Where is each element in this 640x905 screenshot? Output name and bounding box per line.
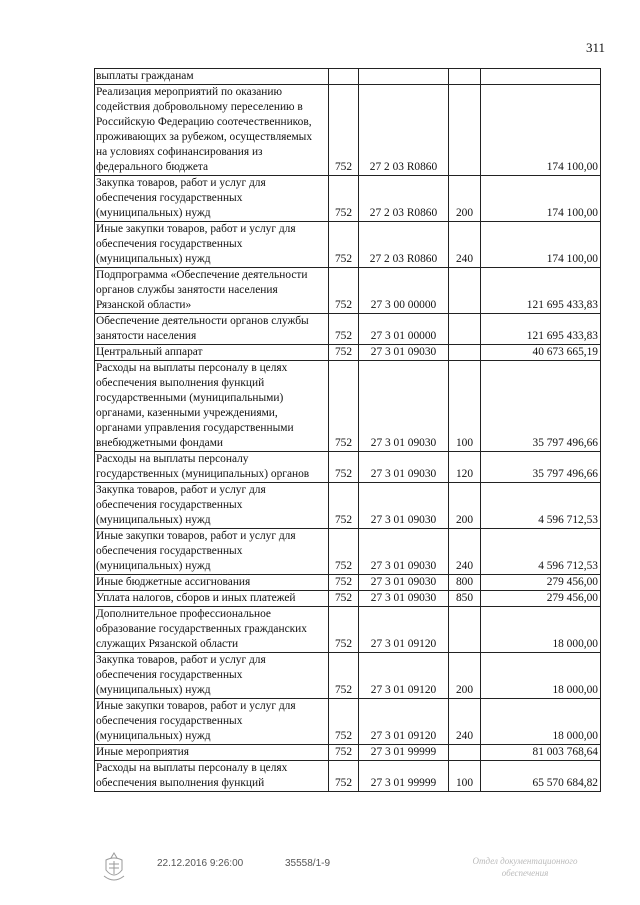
footer-date: 22.12.2016 9:26:00: [157, 858, 244, 869]
table-row: [95, 761, 601, 792]
table-row: [95, 483, 601, 529]
cell-code: 752: [329, 575, 359, 591]
cell-amount: 18 000,00: [481, 607, 601, 653]
cell-amount: 279 456,00: [481, 591, 601, 607]
cell-amount: 18 000,00: [481, 699, 601, 745]
cell-amount: 174 100,00: [481, 222, 601, 268]
cell-amount: 35 797 496,66: [481, 452, 601, 483]
cell-type: [449, 345, 481, 361]
table-row: [95, 699, 601, 745]
cell-name: Обеспечение деятельности органов службы занятости населения: [95, 314, 329, 345]
table-row: [95, 85, 601, 176]
table-row: [95, 176, 601, 222]
table-row: [95, 607, 601, 653]
cell-code: 752: [329, 607, 359, 653]
cell-section: 27 3 00 00000: [359, 268, 449, 314]
cell-section: 27 3 01 09030: [359, 483, 449, 529]
footer-doc-number: 35558/1-9: [285, 858, 331, 869]
cell-name: Расходы на выплаты персоналу государственных (муниципальных) органов: [95, 452, 329, 483]
cell-code: 752: [329, 761, 359, 792]
cell-code: 752: [329, 699, 359, 745]
cell-section: 27 3 01 09120: [359, 607, 449, 653]
table-row: [95, 69, 601, 85]
cell-section: 27 3 01 99999: [359, 761, 449, 792]
cell-section: 27 3 01 09120: [359, 653, 449, 699]
cell-amount: 174 100,00: [481, 85, 601, 176]
cell-code: 752: [329, 314, 359, 345]
cell-amount: 121 695 433,83: [481, 314, 601, 345]
cell-type: 120: [449, 452, 481, 483]
cell-name: Иные закупки товаров, работ и услуг для обеспечения государственных (муниципальных) нужд: [95, 529, 329, 575]
cell-name: выплаты гражданам: [95, 69, 329, 85]
cell-section: 27 3 01 00000: [359, 314, 449, 345]
cell-amount: [481, 69, 601, 85]
cell-name: Закупка товаров, работ и услуг для обеспечения государственных (муниципальных) нужд: [95, 176, 329, 222]
coat-of-arms-icon: [100, 850, 128, 884]
cell-type: 100: [449, 361, 481, 452]
table-row: [95, 591, 601, 607]
cell-code: 752: [329, 529, 359, 575]
cell-code: 752: [329, 591, 359, 607]
table-row: [95, 268, 601, 314]
footer-stamp-line2: обеспечения: [501, 868, 549, 878]
cell-name: Центральный аппарат: [95, 345, 329, 361]
cell-section: 27 3 01 09030: [359, 361, 449, 452]
table-row: [95, 222, 601, 268]
cell-section: 27 3 01 09120: [359, 699, 449, 745]
cell-code: 752: [329, 361, 359, 452]
cell-code: 752: [329, 653, 359, 699]
cell-amount: 81 003 768,64: [481, 745, 601, 761]
cell-section: 27 2 03 R0860: [359, 176, 449, 222]
cell-code: [329, 69, 359, 85]
cell-name: Расходы на выплаты персоналу в целях обеспечения выполнения функций государственными (муниципальными) органами, казенными учреждениями, органами управления государственными внебюджетными фондами: [95, 361, 329, 452]
cell-name: Иные закупки товаров, работ и услуг для обеспечения государственных (муниципальных) нужд: [95, 699, 329, 745]
cell-amount: 174 100,00: [481, 176, 601, 222]
cell-type: [449, 69, 481, 85]
table-body: [95, 69, 601, 792]
cell-type: 800: [449, 575, 481, 591]
cell-section: 27 2 03 R0860: [359, 222, 449, 268]
cell-type: [449, 745, 481, 761]
cell-section: 27 3 01 09030: [359, 452, 449, 483]
cell-type: 200: [449, 483, 481, 529]
cell-code: 752: [329, 85, 359, 176]
cell-section: 27 3 01 09030: [359, 591, 449, 607]
table-row: [95, 529, 601, 575]
cell-code: 752: [329, 483, 359, 529]
cell-name: Иные закупки товаров, работ и услуг для обеспечения государственных (муниципальных) нужд: [95, 222, 329, 268]
cell-section: 27 3 01 99999: [359, 745, 449, 761]
cell-code: 752: [329, 452, 359, 483]
cell-section: 27 3 01 09030: [359, 575, 449, 591]
cell-code: 752: [329, 268, 359, 314]
cell-name: Закупка товаров, работ и услуг для обеспечения государственных (муниципальных) нужд: [95, 483, 329, 529]
cell-type: [449, 314, 481, 345]
cell-section: 27 3 01 09030: [359, 345, 449, 361]
cell-amount: 4 596 712,53: [481, 483, 601, 529]
table-row: [95, 653, 601, 699]
cell-type: 240: [449, 529, 481, 575]
cell-type: [449, 85, 481, 176]
cell-name: Уплата налогов, сборов и иных платежей: [95, 591, 329, 607]
cell-amount: 279 456,00: [481, 575, 601, 591]
cell-type: 240: [449, 699, 481, 745]
cell-section: 27 3 01 09030: [359, 529, 449, 575]
cell-name: Подпрограмма «Обеспечение деятельности органов службы занятости населения Рязанской области»: [95, 268, 329, 314]
cell-section: [359, 69, 449, 85]
cell-type: [449, 268, 481, 314]
cell-name: Иные бюджетные ассигнования: [95, 575, 329, 591]
table-row: [95, 575, 601, 591]
table-row: [95, 345, 601, 361]
cell-type: 240: [449, 222, 481, 268]
cell-type: 200: [449, 176, 481, 222]
cell-type: 850: [449, 591, 481, 607]
cell-amount: 65 570 684,82: [481, 761, 601, 792]
cell-amount: 40 673 665,19: [481, 345, 601, 361]
table-row: [95, 361, 601, 452]
cell-code: 752: [329, 345, 359, 361]
cell-amount: 121 695 433,83: [481, 268, 601, 314]
table-row: [95, 314, 601, 345]
cell-amount: 35 797 496,66: [481, 361, 601, 452]
cell-name: Расходы на выплаты персоналу в целях обеспечения выполнения функций: [95, 761, 329, 792]
budget-table: [94, 68, 601, 792]
table-row: [95, 745, 601, 761]
cell-code: 752: [329, 745, 359, 761]
cell-name: Закупка товаров, работ и услуг для обеспечения государственных (муниципальных) нужд: [95, 653, 329, 699]
cell-amount: 18 000,00: [481, 653, 601, 699]
cell-type: 100: [449, 761, 481, 792]
table-row: [95, 452, 601, 483]
cell-section: 27 2 03 R0860: [359, 85, 449, 176]
cell-code: 752: [329, 176, 359, 222]
page-number: 311: [585, 40, 605, 55]
footer-stamp-line1: Отдел документационного: [472, 856, 578, 866]
cell-type: [449, 607, 481, 653]
cell-amount: 4 596 712,53: [481, 529, 601, 575]
cell-type: 200: [449, 653, 481, 699]
cell-name: Реализация мероприятий по оказанию содействия добровольному переселению в Российскую Федерацию соотечественников, проживающих за рубежом, осуществляемых на условиях софинансирования из федерального бюджета: [95, 85, 329, 176]
cell-name: Дополнительное профессиональное образование государственных гражданских служащих Рязанской области: [95, 607, 329, 653]
cell-code: 752: [329, 222, 359, 268]
cell-name: Иные мероприятия: [95, 745, 329, 761]
footer-stamp: [440, 855, 610, 879]
